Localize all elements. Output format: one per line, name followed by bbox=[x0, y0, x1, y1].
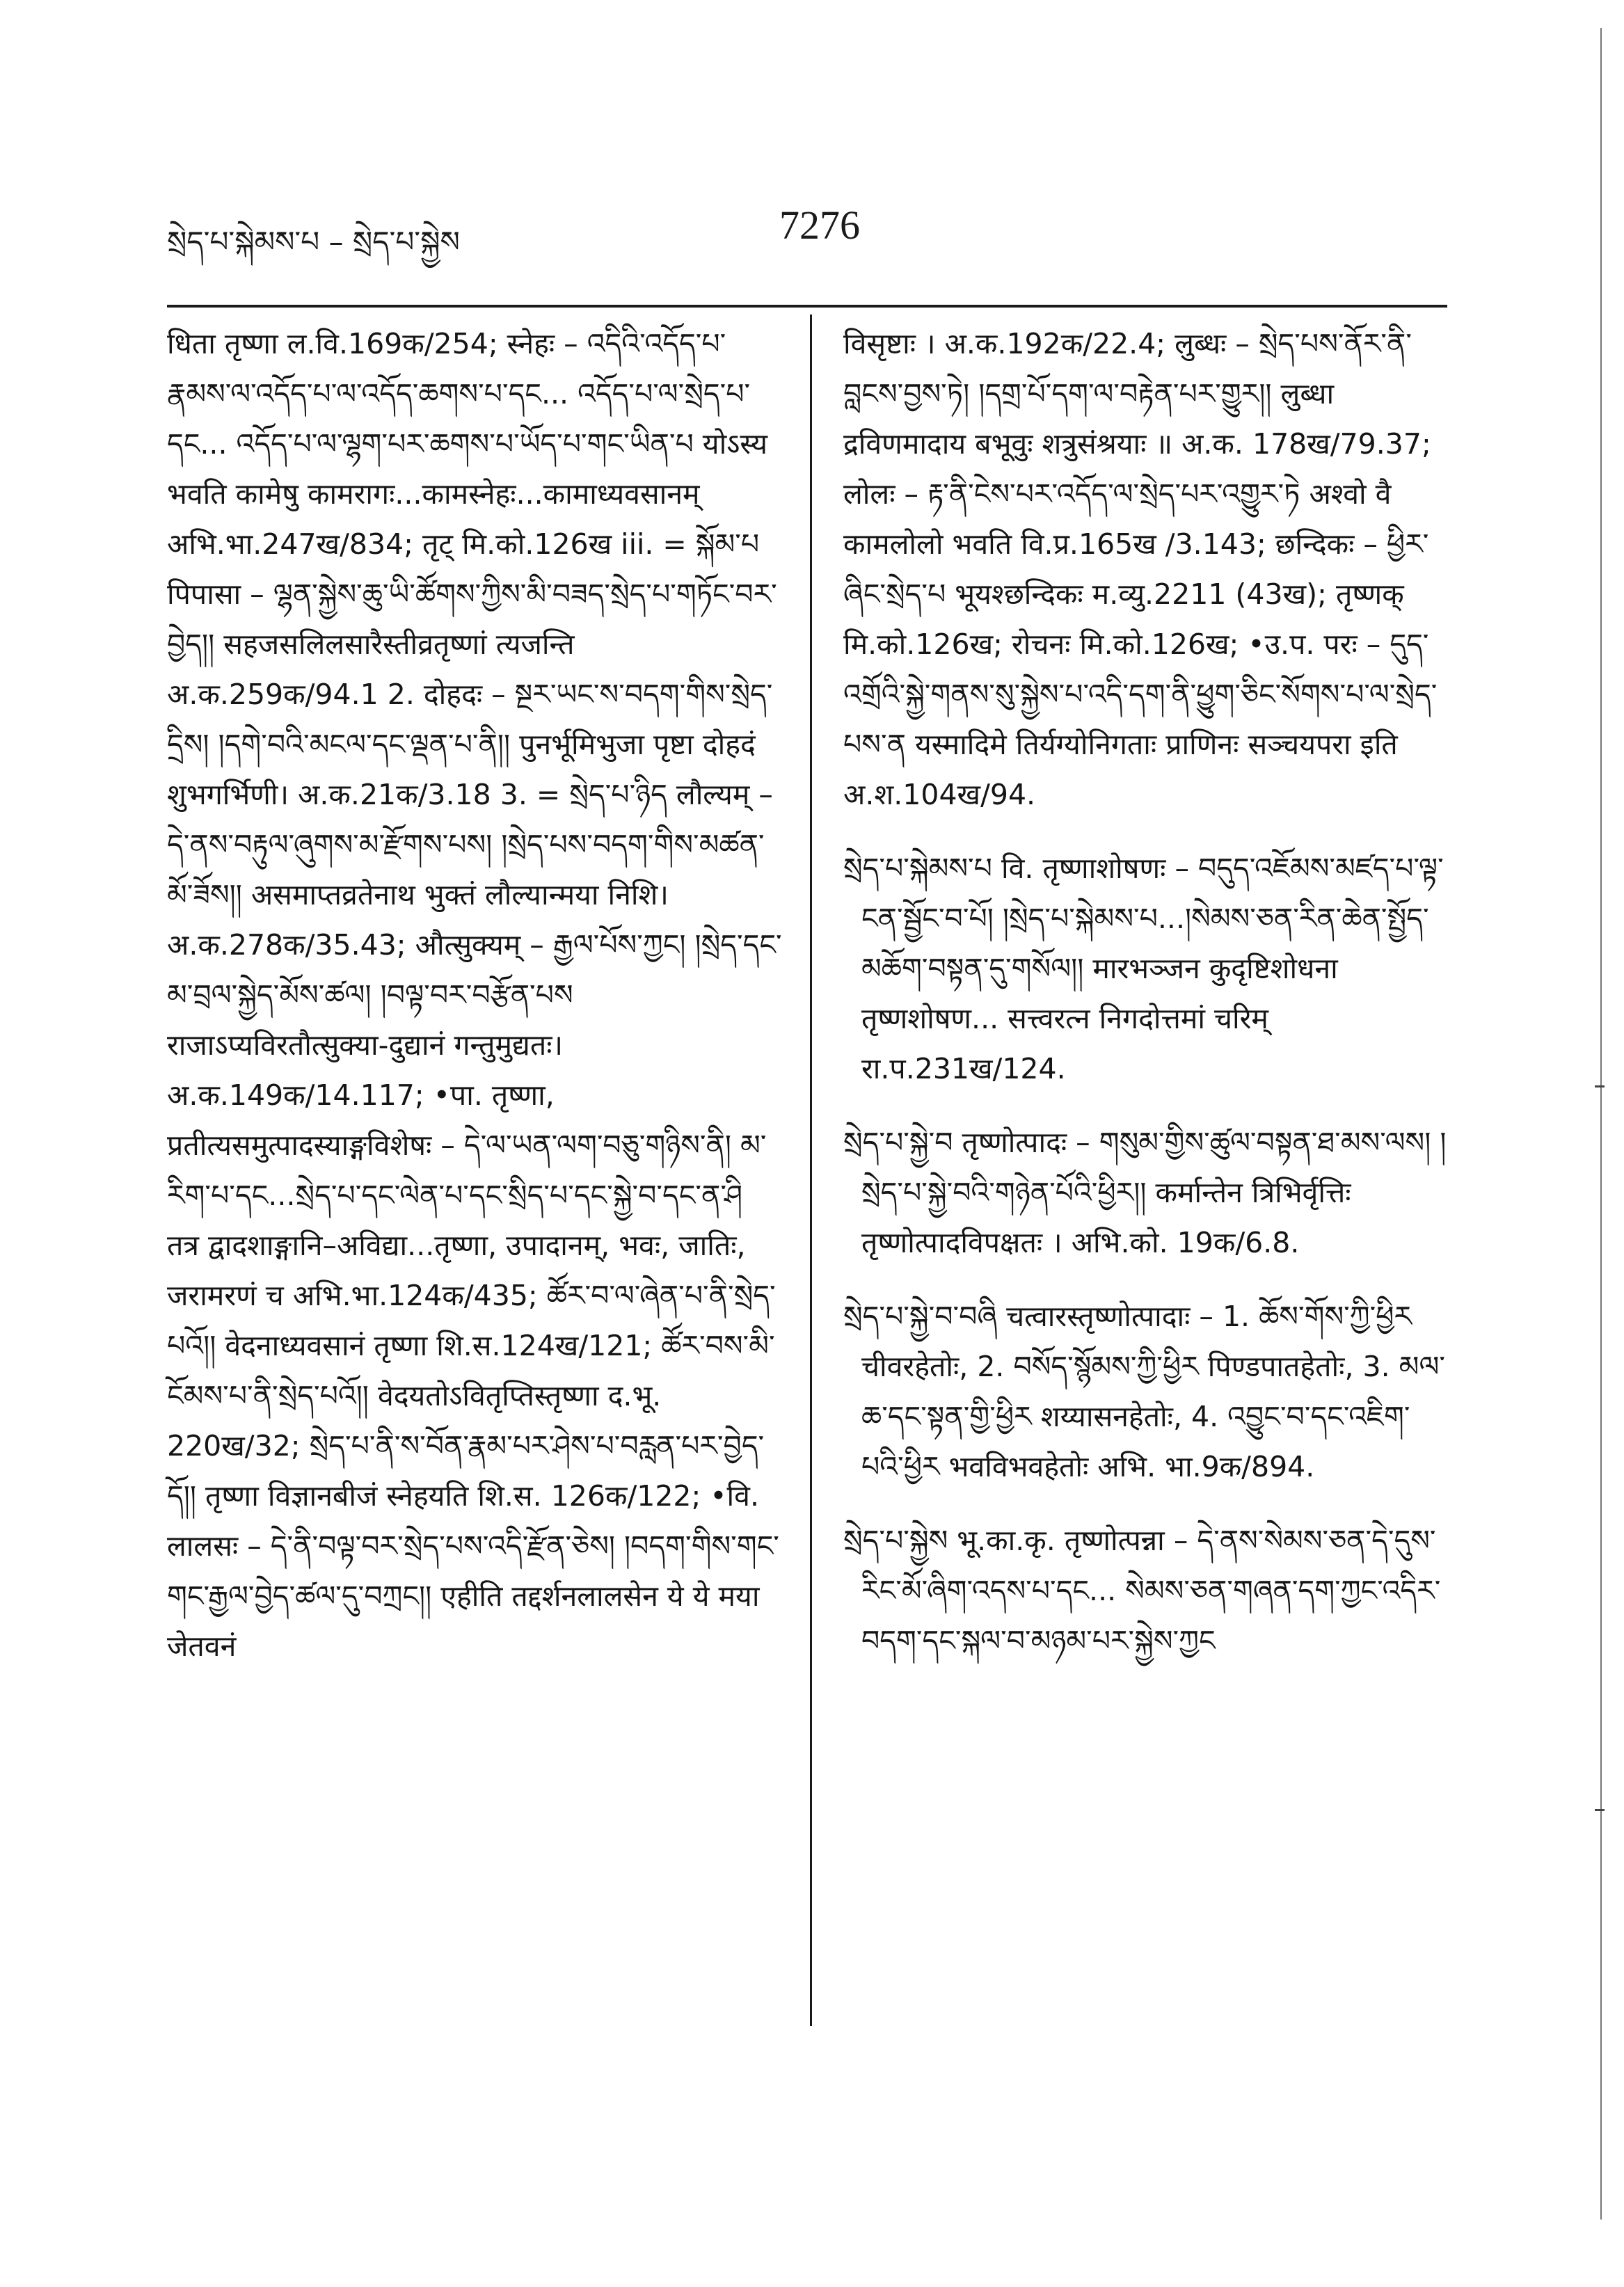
page-header bbox=[167, 196, 1447, 273]
header-guide-words: སྲེད་པ་སྐེམས་པ – སྲེད་པ་སྐྱེས bbox=[167, 225, 460, 259]
right-column bbox=[843, 319, 1447, 1689]
dictionary-entry: སྲེད་པ་སྐྱེས भू.का.कृ. तृष्णोत्पन्ना – དེ་ནས་སེམས་ཅན་དེ་དུས་རིང་མོ་ཞིག་འདས་པ་དང... སེམས་ཅན་གཞན་དག་ཀྱང་འདིར་བདག་དང་སྐལ་བ་མཉམ་པར་སྐྱེས་ཀྱང bbox=[843, 1524, 1441, 1657]
header-rule bbox=[167, 305, 1447, 308]
scan-edge-tick bbox=[1595, 1085, 1605, 1087]
entry-continuation: विसृष्टाः । अ.क.192क/22.4; लुब्धः – སྲེད་པས་ནོར་ནི་བླངས་བྱས་ཏེ། །དགྲ་པོ་དག་ལ་བརྟེན་པར་གྱུར།། लुब्धा द्रविणमादाय बभूवुः शत्रुसंश्रयाः ॥ अ.क. 178ख/79.37; लोलः – རྟ་ནི་ངེས་པར་འདོད་ལ་སྲེད་པར་འགྱུར་ཏེ अश्वो वै कामलोलो भवति वि.प्र.165ख /3.143; छन्दिकः – ཕྱིར་ཞིང་སྲེད་པ भूयश्छन्दिकः म.व्यु.2211 (43ख); तृष्णक् मि.को.126ख; रोचनः मि.को.126ख; •उ.प. परः – དུད་འགྲོའི་སྐྱེ་གནས་སུ་སྐྱེས་པ་འདི་དག་ནི་ཕྱུག་ཅིང་སོགས་པ་ལ་སྲེད་པས་ན यस्मादिमे तिर्यग्योनिगताः प्राणिनः सञ्चयपरा इति अ.श.104ख/94. bbox=[843, 327, 1438, 811]
dictionary-entry: སྲེད་པ་སྐྱེ་བ་བཞི चत्वारस्तृष्णोत्पादाः – 1. ཆོས་གོས་ཀྱི་ཕྱིར चीवरहेतोः, 2. བསོད་སྙོམས་ཀྱི་ཕྱིར पिण्डपातहेतोः, 3. མལ་ཆ་དང་སྟན་གྱི་ཕྱིར शय्यासनहेतोः, 4. འབྱུང་བ་དང་འཇིག་པའི་ཕྱིར भवविभवहेतोः अभि. भा.9क/894. bbox=[843, 1300, 1445, 1483]
left-column-text: धिता तृष्णा ल.वि.169क/254; स्नेहः – འདིའི་འདོད་པ་རྣམས་ལ་འདོད་པ་ལ་འདོད་ཆགས་པ་དང... འདོད་པ་ལ་སྲེད་པ་དང... འདོད་པ་ལ་ལྷག་པར་ཆགས་པ་ཡོད་པ་གང་ཡིན་པ योऽस्य भवति कामेषु कामरागः...कामस्नेहः...कामाध्यवसानम् अभि.भा.247ख/834; तृट् मि.को.126ख iii. = སྐོམ་པ पिपासा – ལྷན་སྐྱེས་ཆུ་ཡི་ཚོགས་ཀྱིས་མི་བཟད་སྲེད་པ་གཏོང་བར་བྱེད།། सहजसलिलसारैस्तीव्रतृष्णां त्यजन्ति अ.क.259क/94.1 2. दोहदः – སྔར་ཡང་ས་བདག་གིས་སྲེད་དྲིས། །དགེ་བའི་མངལ་དང་ལྡན་པ་ནི།། पुनर्भूमिभुजा पृष्टा दोहदं शुभगर्भिणी। अ.क.21क/3.18 3. = སྲེད་པ་ཉིད लौल्यम् – དེ་ནས་བརྟུལ་ཞུགས་མ་རྫོགས་པས། །སྲེད་པས་བདག་གིས་མཚན་མོ་ཟོས།། असमाप्तव्रतेनाथ भुक्तं लौल्यान्मया निशि। अ.क.278क/35.43; औत्सुक्यम् – རྒྱལ་པོས་ཀྱང། །སྲེད་དང་མ་བྲལ་སྐྱེད་མོས་ཚལ། །བལྟ་བར་བརྩོན་པས राजाऽप्यविरतौत्सुक्या-दुद्यानं गन्तुमुद्यतः। अ.क.149क/14.117; •पा. तृष्णा, प्रतीत्यसमुत्पादस्याङ्गविशेषः – དེ་ལ་ཡན་ལག་བཅུ་གཉིས་ནི། མ་རིག་པ་དང...སྲེད་པ་དང་ལེན་པ་དང་སྲིད་པ་དང་སྐྱེ་བ་དང་ན་ཤི तत्र द्वादशाङ्गानि–अविद्या...तृष्णा, उपादानम्, भवः, जातिः, जरामरणं च अभि.भा.124क/435; ཚོར་བ་ལ་ཞེན་པ་ནི་སྲེད་པའོ།། वेदनाध्यवसानं तृष्णा शि.स.124ख/121; ཚོར་བས་མི་ངོམས་པ་ནི་སྲེད་པའོ།། वेदयतोऽवितृप्तिस्तृष्णा द.भू. 220ख/32; སྲེད་པ་ནི་ས་བོན་རྣམ་པར་ཤེས་པ་བརླན་པར་བྱེད་དོ།། तृष्णा विज्ञानबीजं स्नेहयति शि.स. 126क/122; •वि. लालसः – དེ་ནི་བལྟ་བར་སྲེད་པས་འདི་རྫོན་ཅེས། །བདག་གིས་གང་གང་རྒྱལ་བྱེད་ཚལ་དུ་བཀྲང།། एहीति तद्दर्शनलालसेन ये ये मया जेतवनं bbox=[167, 327, 782, 1663]
left-column bbox=[167, 319, 783, 1671]
column-divider bbox=[810, 314, 812, 2026]
dictionary-entry: སྲེད་པ་སྐེམས་པ वि. तृष्णाशोषणः – བདུད་འཇོམས་མཛད་པ་ལྟ་ངན་སྦྱོང་བ་པོ། །སྲེད་པ་སྐེམས་པ...།སེམས་ཅན་རིན་ཆེན་སྤྱོད་མཆོག་བསྟན་དུ་གསོལ།། मारभञ्जन कुदृष्टिशोधना तृष्णशोषण... सत्त्वरत्न निगदोत्तमां चरिम् रा.प.231ख/124. bbox=[843, 852, 1444, 1085]
dictionary-entry: སྲེད་པ་སྐྱེ་བ तृष्णोत्पादः – གསུམ་གྱིས་ཚུལ་བསྟན་ཐ་མས་ལས། །སྲེད་པ་སྐྱེ་བའི་གཉེན་པོའི་ཕྱིར།། कर्मान्तेन त्रिभिर्वृत्तिः तृष्णोत्पादविपक्षतः । अभि.को. 19क/6.8. bbox=[843, 1126, 1447, 1259]
scan-edge-tick bbox=[1595, 1809, 1605, 1811]
scan-edge-line bbox=[1600, 28, 1602, 2220]
page-number: 7276 bbox=[779, 202, 860, 248]
